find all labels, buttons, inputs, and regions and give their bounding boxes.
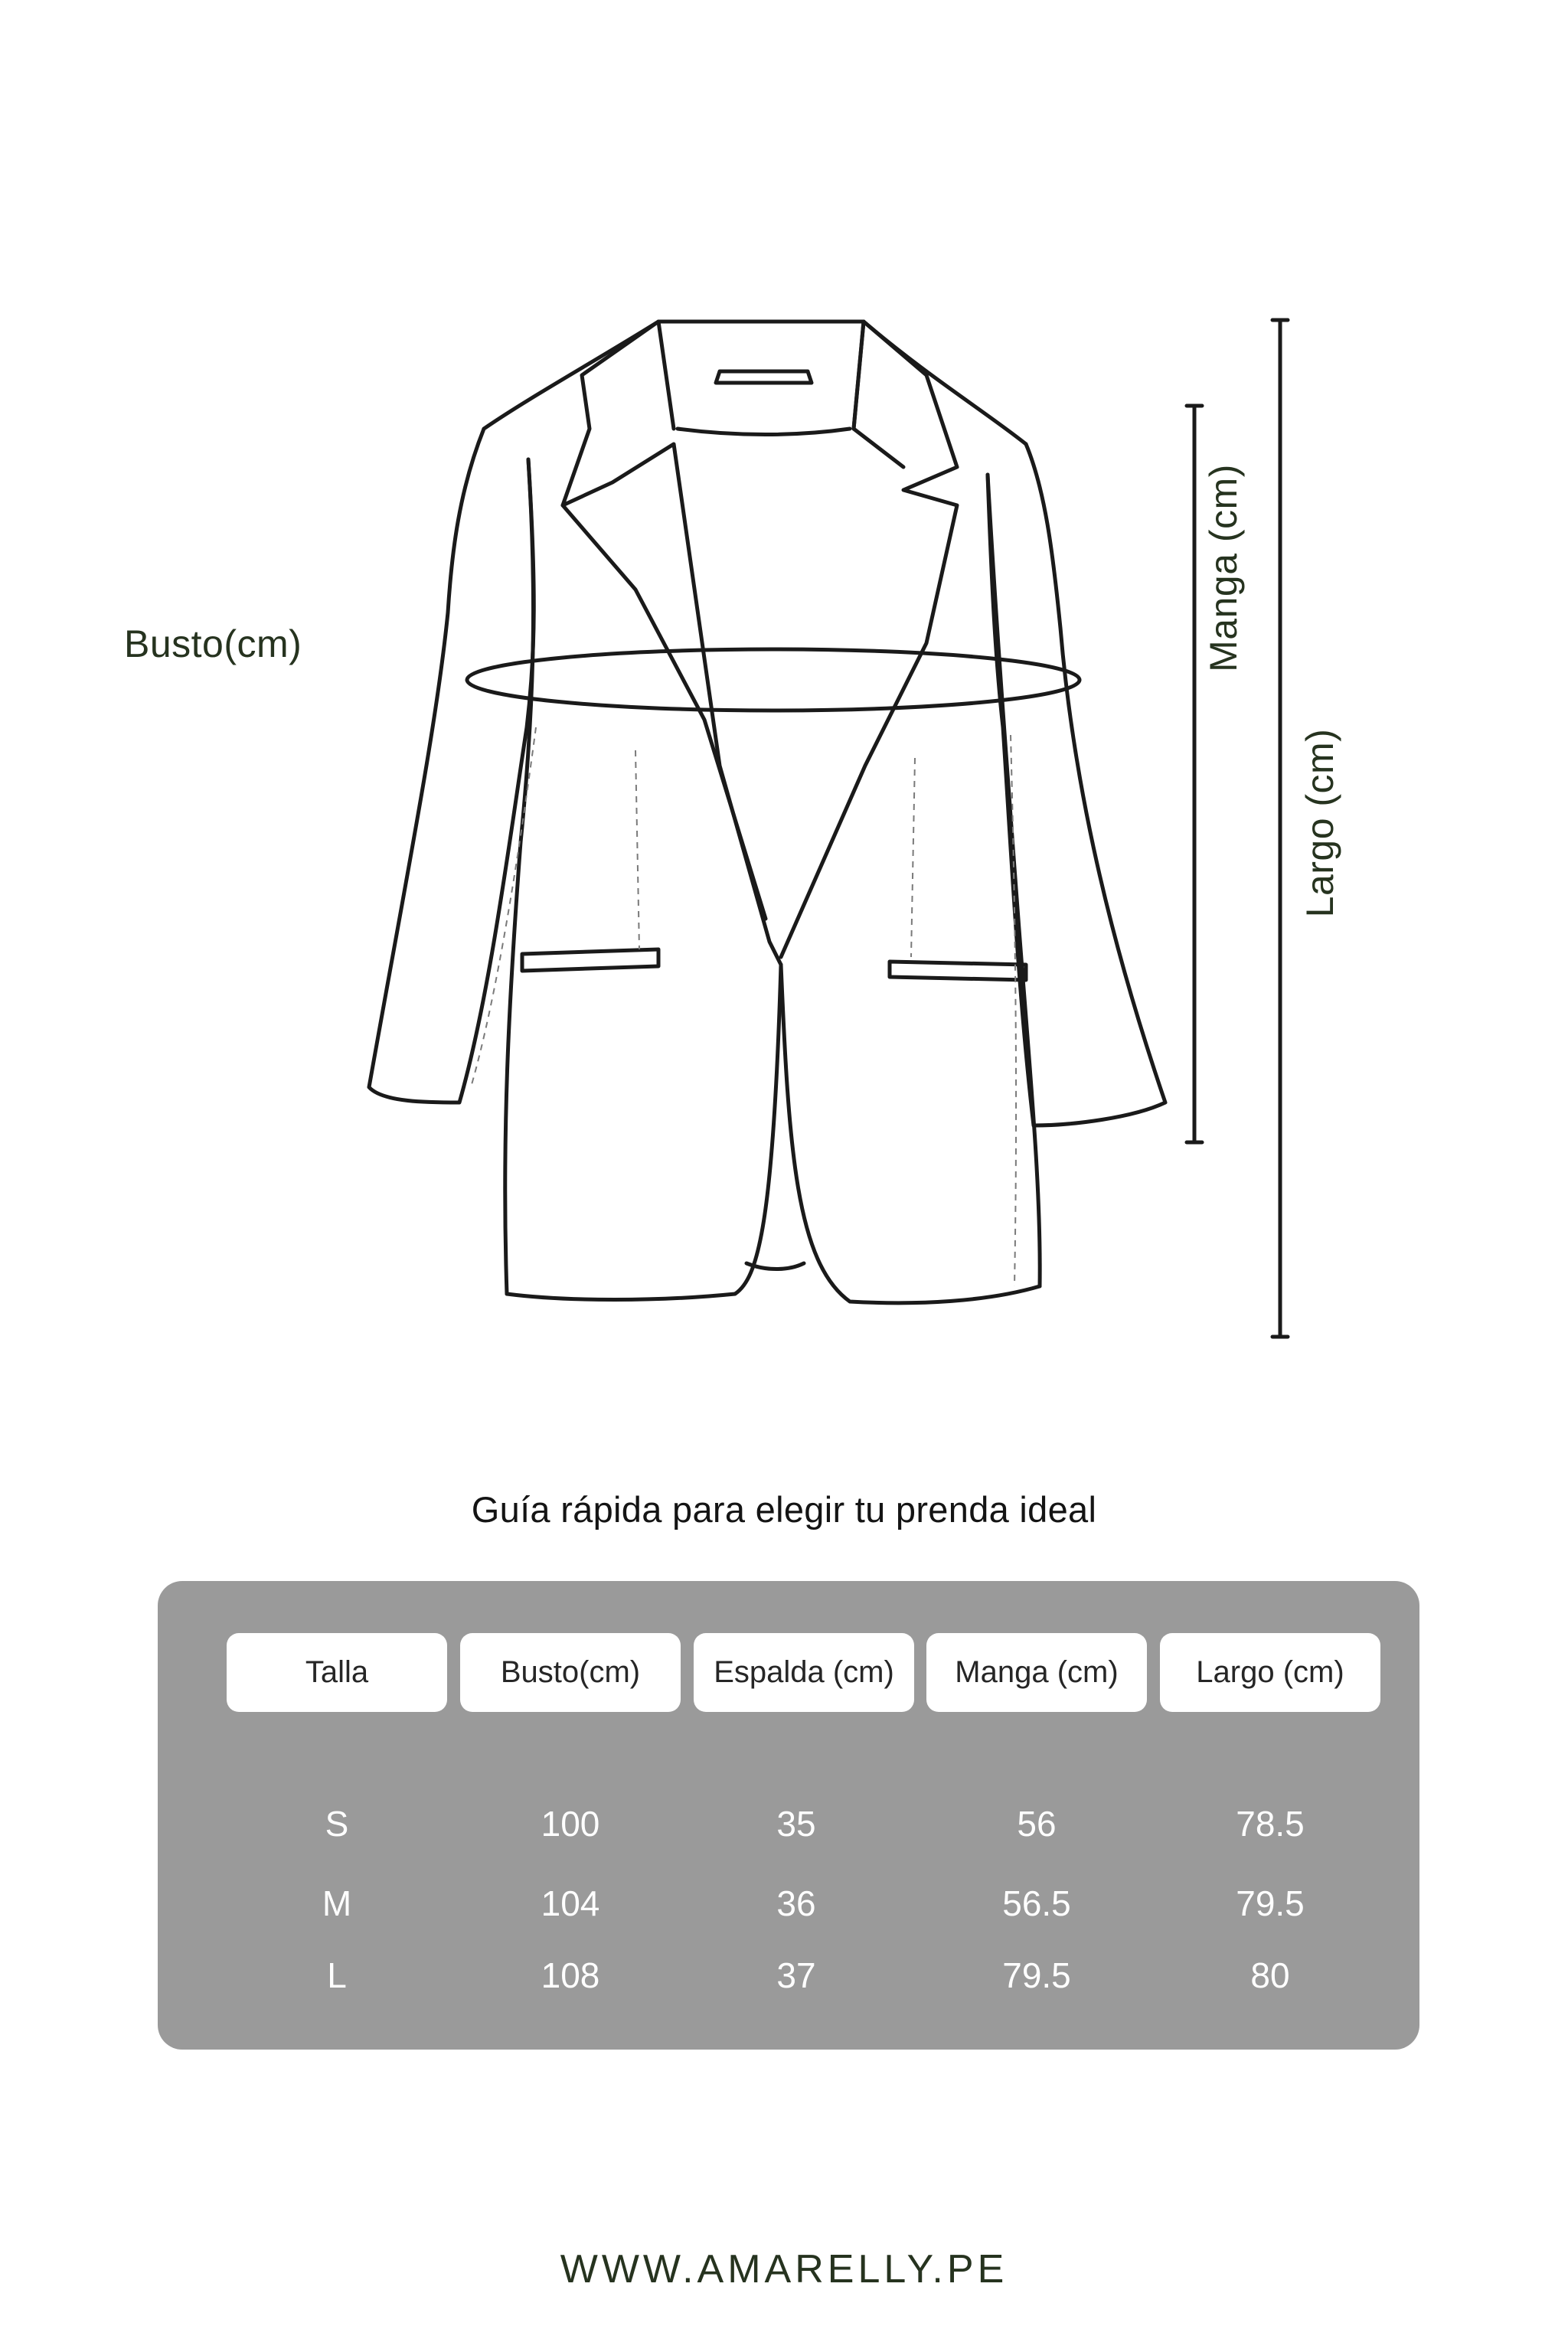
left-hem: [507, 965, 781, 1300]
cell-s-espalda: 35: [776, 1804, 816, 1844]
busto-label: Busto(cm): [124, 622, 302, 665]
cell-s-manga: 56: [1017, 1804, 1057, 1844]
neck-tag: [716, 371, 812, 383]
manga-label: Manga (cm): [1202, 464, 1245, 672]
left-pocket: [522, 949, 658, 971]
cell-l-busto: 108: [541, 1955, 600, 1995]
inner-shirt: [678, 429, 850, 435]
left-body-side: [505, 459, 534, 1294]
header-manga: Manga (cm): [926, 1633, 1147, 1712]
header-largo: Largo (cm): [1160, 1633, 1380, 1712]
guide-title: Guía rápida para elegir tu prenda ideal: [471, 1489, 1097, 1530]
cell-m-espalda: 36: [776, 1883, 816, 1923]
header-talla: Talla: [227, 1633, 447, 1712]
cell-m-talla: M: [322, 1883, 352, 1923]
back-neck: [658, 322, 864, 429]
cell-l-manga: 79.5: [1002, 1955, 1071, 1995]
header-busto: Busto(cm): [460, 1633, 681, 1712]
cell-m-manga: 56.5: [1002, 1883, 1071, 1923]
bust-ellipse: [467, 649, 1080, 710]
right-pocket: [890, 962, 1026, 980]
cell-s-busto: 100: [541, 1804, 600, 1844]
right-lapel: [781, 322, 957, 957]
cell-m-busto: 104: [541, 1883, 600, 1923]
cell-l-talla: L: [327, 1955, 347, 1995]
cell-l-largo: 80: [1250, 1955, 1290, 1995]
cell-m-largo: 79.5: [1236, 1883, 1305, 1923]
website-url[interactable]: WWW.AMARELLY.PE: [560, 2247, 1008, 2292]
cell-s-talla: S: [325, 1804, 349, 1844]
largo-label: Largo (cm): [1298, 728, 1341, 918]
right-body-side: [988, 475, 1040, 1286]
header-espalda: Espalda (cm): [694, 1633, 914, 1712]
cell-l-espalda: 37: [776, 1955, 816, 1995]
right-dart: [911, 758, 915, 957]
cell-s-largo: 78.5: [1236, 1804, 1305, 1844]
left-dart: [635, 750, 639, 949]
right-hem: [781, 965, 1040, 1303]
right-sleeve: [988, 444, 1165, 1125]
